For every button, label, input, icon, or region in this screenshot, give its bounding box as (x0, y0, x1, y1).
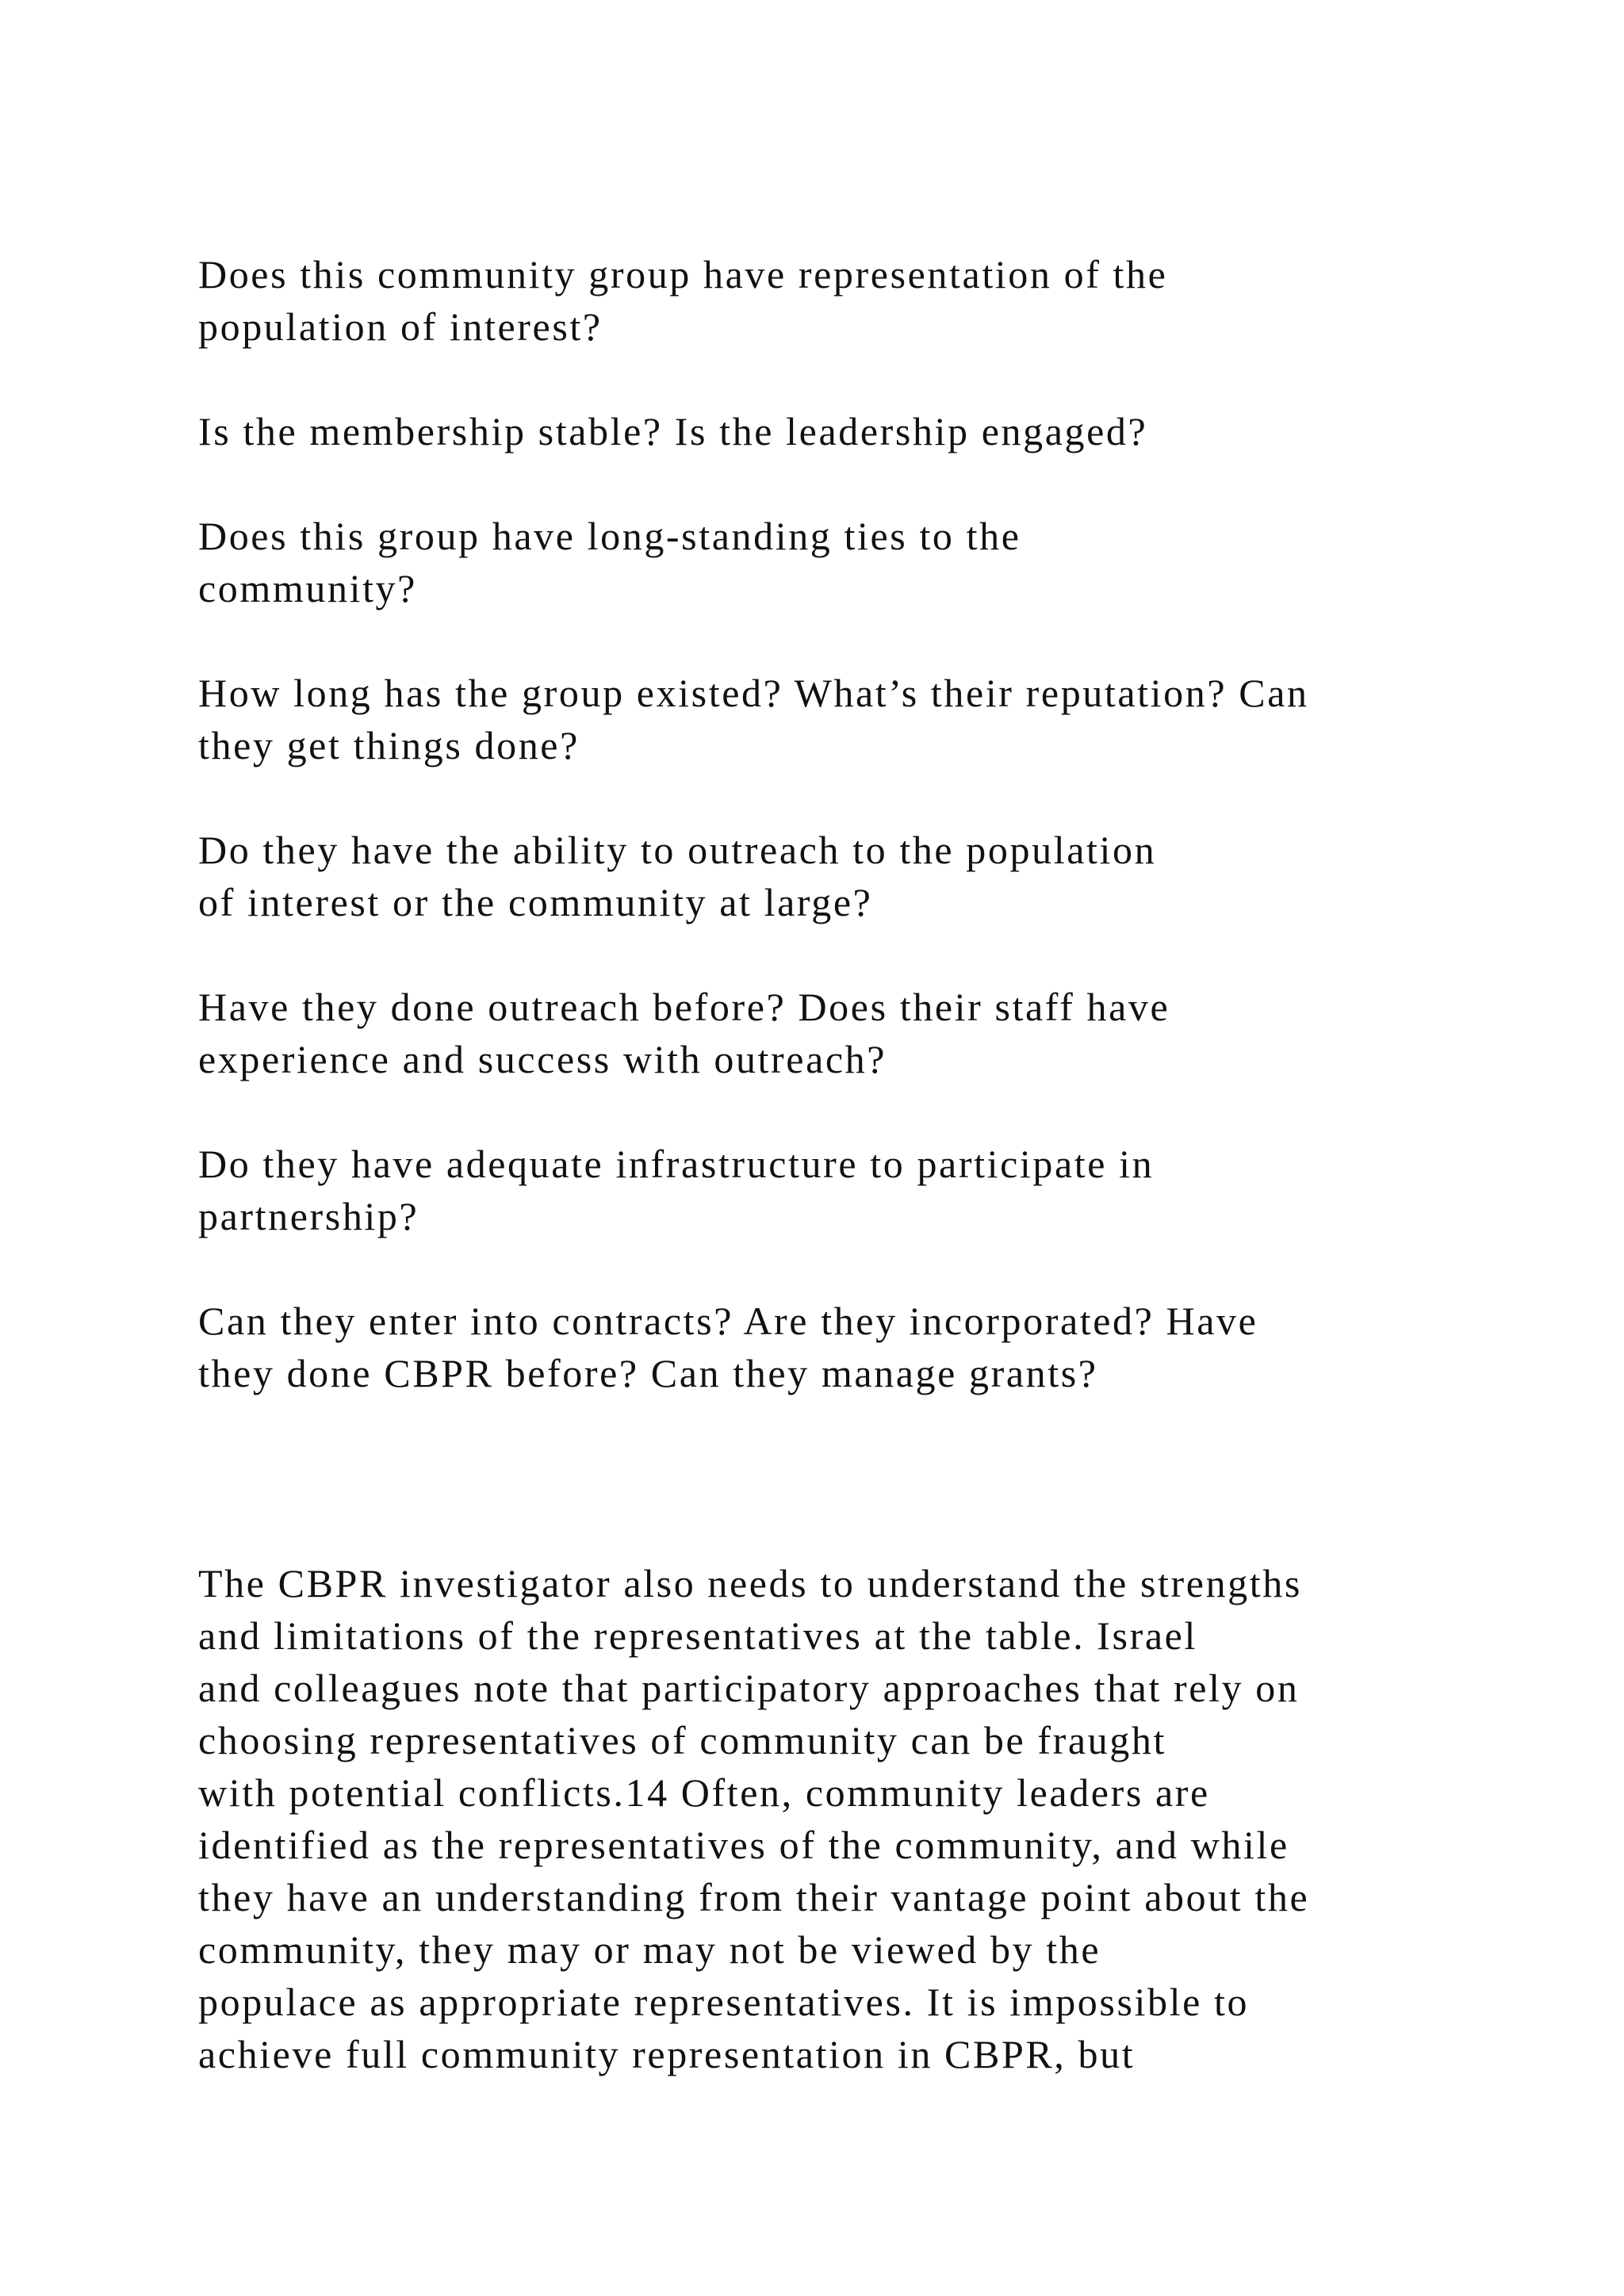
text-line: they get things done? (198, 723, 580, 767)
text-line: Is the membership stable? Is the leadership engaged? (198, 409, 1148, 453)
text-line: Do they have the ability to outreach to the population (198, 828, 1157, 872)
text-line: identified as the representatives of the community, and while (198, 1823, 1289, 1867)
text-line: Have they done outreach before? Does their staff have (198, 985, 1170, 1029)
text-line: community, they may or may not be viewed by the (198, 1927, 1101, 1972)
text-line: How long has the group existed? What’s their reputation? Can (198, 671, 1309, 715)
text-line: they have an understanding from their vantage point about the (198, 1875, 1310, 1919)
text-line: and colleagues note that participatory approaches that rely on (198, 1666, 1300, 1710)
text-line: community? (198, 566, 417, 610)
text-line: Can they enter into contracts? Are they incorporated? Have (198, 1299, 1258, 1343)
text-line: The CBPR investigator also needs to understand the strengths (198, 1561, 1302, 1605)
text-line: achieve full community representation in CBPR, but (198, 2032, 1136, 2076)
text-line: populace as appropriate representatives. It is impossible to (198, 1980, 1250, 2024)
text-line: they done CBPR before? Can they manage grants? (198, 1351, 1098, 1395)
text-line: Does this community group have representation of the (198, 252, 1168, 297)
text-line: of interest or the community at large? (198, 880, 873, 924)
text-line: population of interest? (198, 304, 603, 349)
text-line: Do they have adequate infrastructure to participate in (198, 1142, 1155, 1186)
text-line: choosing representatives of community can be fraught (198, 1718, 1166, 1762)
text-line: and limitations of the representatives at the table. Israel (198, 1613, 1197, 1658)
text-line: Does this group have long-standing ties to the (198, 514, 1021, 558)
text-line: experience and success with outreach? (198, 1037, 887, 1081)
text-line: with potential conflicts.14 Often, community leaders are (198, 1770, 1210, 1815)
text-line: partnership? (198, 1194, 419, 1238)
